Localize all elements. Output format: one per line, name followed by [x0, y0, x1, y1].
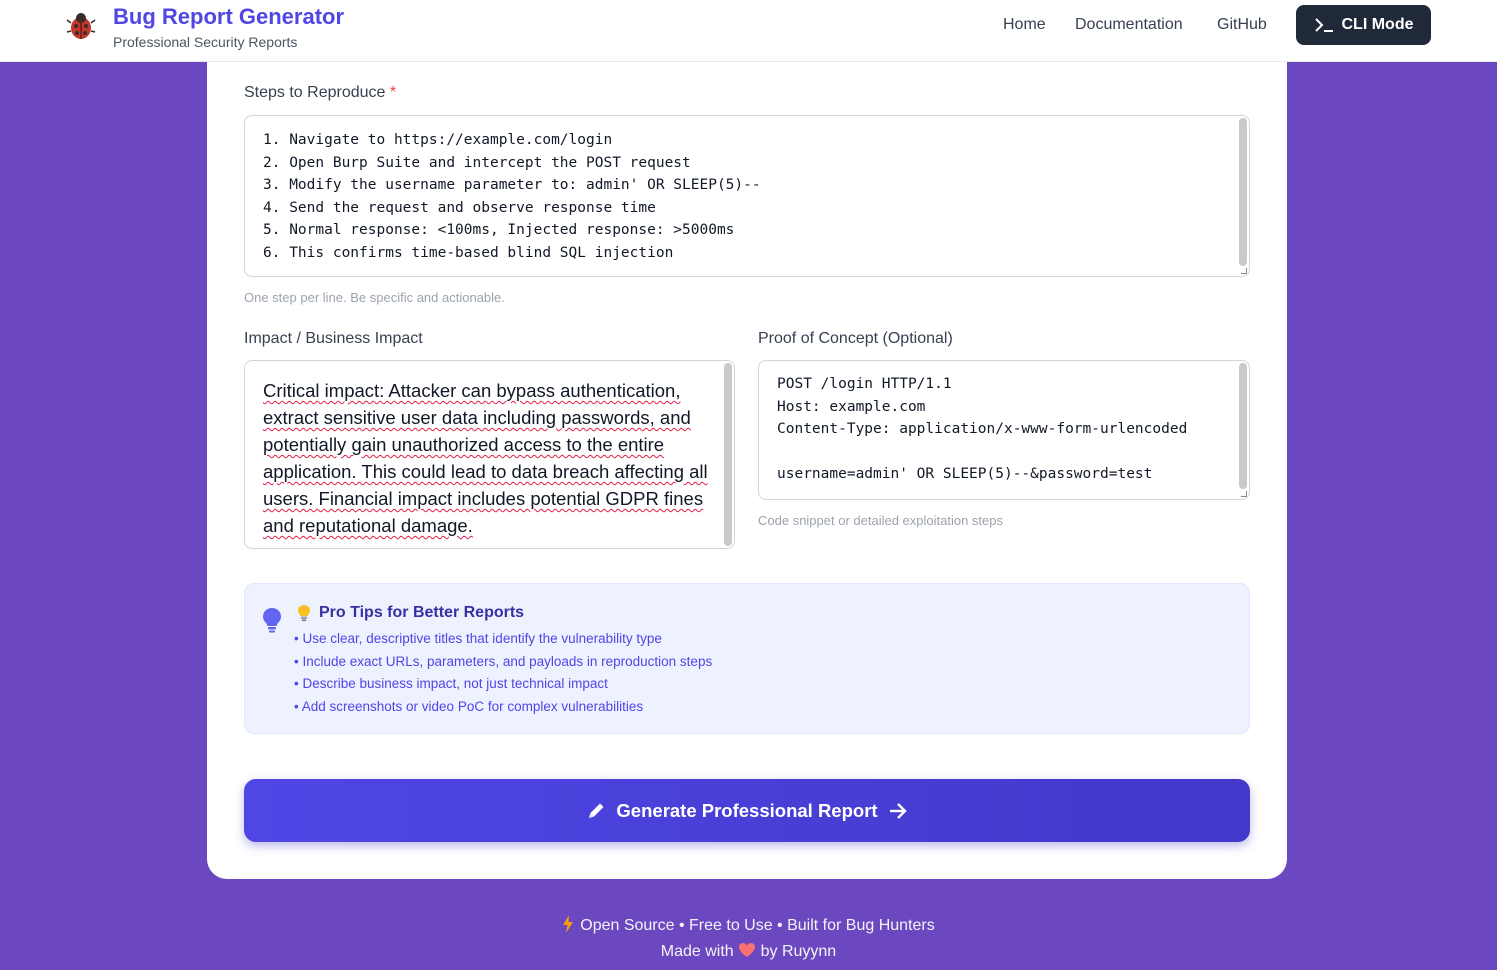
heart-icon	[738, 942, 756, 958]
impact-textarea[interactable]	[244, 360, 735, 549]
footer-tagline-text: Open Source • Free to Use • Built for Bug Hunters	[580, 917, 935, 934]
resize-handle[interactable]	[1241, 268, 1247, 274]
report-form-card	[207, 62, 1287, 879]
step-line: 3. Modify the username parameter to: admin' OR SLEEP(5)--	[263, 177, 761, 194]
cli-mode-label: CLI Mode	[1341, 16, 1414, 33]
required-mark: *	[389, 84, 397, 101]
arrow-right-icon	[888, 802, 908, 820]
nav-documentation-link[interactable]: Documentation	[1075, 16, 1183, 33]
top-navbar	[0, 0, 1497, 62]
poc-text	[777, 373, 1187, 486]
poc-line: username=admin' OR SLEEP(5)--&password=test	[777, 466, 1153, 483]
pro-tips-title: Pro Tips for Better Reports	[319, 604, 525, 621]
poc-line: Host: example.com	[777, 398, 926, 415]
poc-hint: Code snippet or detailed exploitation steps	[758, 513, 1003, 528]
footer-credit	[0, 942, 1497, 961]
generate-report-label: Generate Professional Report	[616, 799, 878, 821]
poc-line	[777, 441, 1187, 464]
lightning-icon	[562, 915, 574, 933]
app-subtitle: Professional Security Reports	[113, 34, 298, 50]
poc-line: Content-Type: application/x-www-form-urlencoded	[777, 421, 1188, 438]
nav-home-link[interactable]: Home	[1003, 16, 1046, 33]
author-credit[interactable]: by Ruyynn	[760, 943, 837, 960]
tip-item: • Include exact URLs, parameters, and payloads in reproduction steps	[294, 654, 713, 669]
impact-label: Impact / Business Impact	[244, 330, 423, 347]
tip-item: • Use clear, descriptive titles that identify the vulnerability type	[294, 631, 662, 646]
step-line: 2. Open Burp Suite and intercept the POST request	[263, 154, 691, 171]
tip-item: • Describe business impact, not just technical impact	[294, 676, 608, 691]
lightbulb-icon	[262, 607, 282, 633]
bug-icon	[66, 11, 96, 41]
nav-github-link[interactable]: GitHub	[1217, 16, 1267, 33]
bulb-emoji-icon	[297, 604, 311, 622]
steps-hint: One step per line. Be specific and actionable.	[244, 290, 505, 305]
app-title[interactable]: Bug Report Generator	[113, 4, 345, 29]
poc-textarea[interactable]	[758, 360, 1250, 500]
steps-label	[244, 84, 396, 102]
pencil-icon	[586, 801, 606, 821]
steps-scrollbar[interactable]	[1239, 118, 1247, 266]
steps-textarea[interactable]	[244, 115, 1250, 277]
impact-scrollbar[interactable]	[724, 363, 732, 546]
step-line: 5. Normal response: <100ms, Injected response: >5000ms	[263, 222, 735, 239]
impact-text: Critical impact: Attacker can bypass authentication, extract sensitive user data including passwords, and potentially gain unauthorized access to the entire application. This could lead to data breach affecting all users. Financial impact includes potential GDPR fines and reputational damage.	[263, 380, 708, 536]
footer-tagline	[0, 915, 1497, 935]
poc-scrollbar[interactable]	[1239, 363, 1247, 489]
resize-handle[interactable]	[1241, 491, 1247, 497]
steps-label-text: Steps to Reproduce	[244, 84, 386, 101]
tip-item: • Add screenshots or video PoC for complex vulnerabilities	[294, 699, 644, 714]
poc-line: POST /login HTTP/1.1	[777, 376, 952, 392]
poc-label: Proof of Concept (Optional)	[758, 330, 953, 347]
terminal-icon	[1314, 17, 1334, 33]
cli-mode-button[interactable]	[1296, 5, 1431, 45]
step-line: 1. Navigate to https://example.com/login	[263, 132, 613, 148]
steps-text	[263, 129, 761, 265]
step-line: 6. This confirms time-based blind SQL injection	[263, 244, 674, 261]
pro-tips-box	[244, 583, 1250, 734]
step-line: 4. Send the request and observe response time	[263, 199, 656, 216]
made-with-text: Made with	[660, 943, 734, 960]
generate-report-button[interactable]	[244, 779, 1250, 842]
